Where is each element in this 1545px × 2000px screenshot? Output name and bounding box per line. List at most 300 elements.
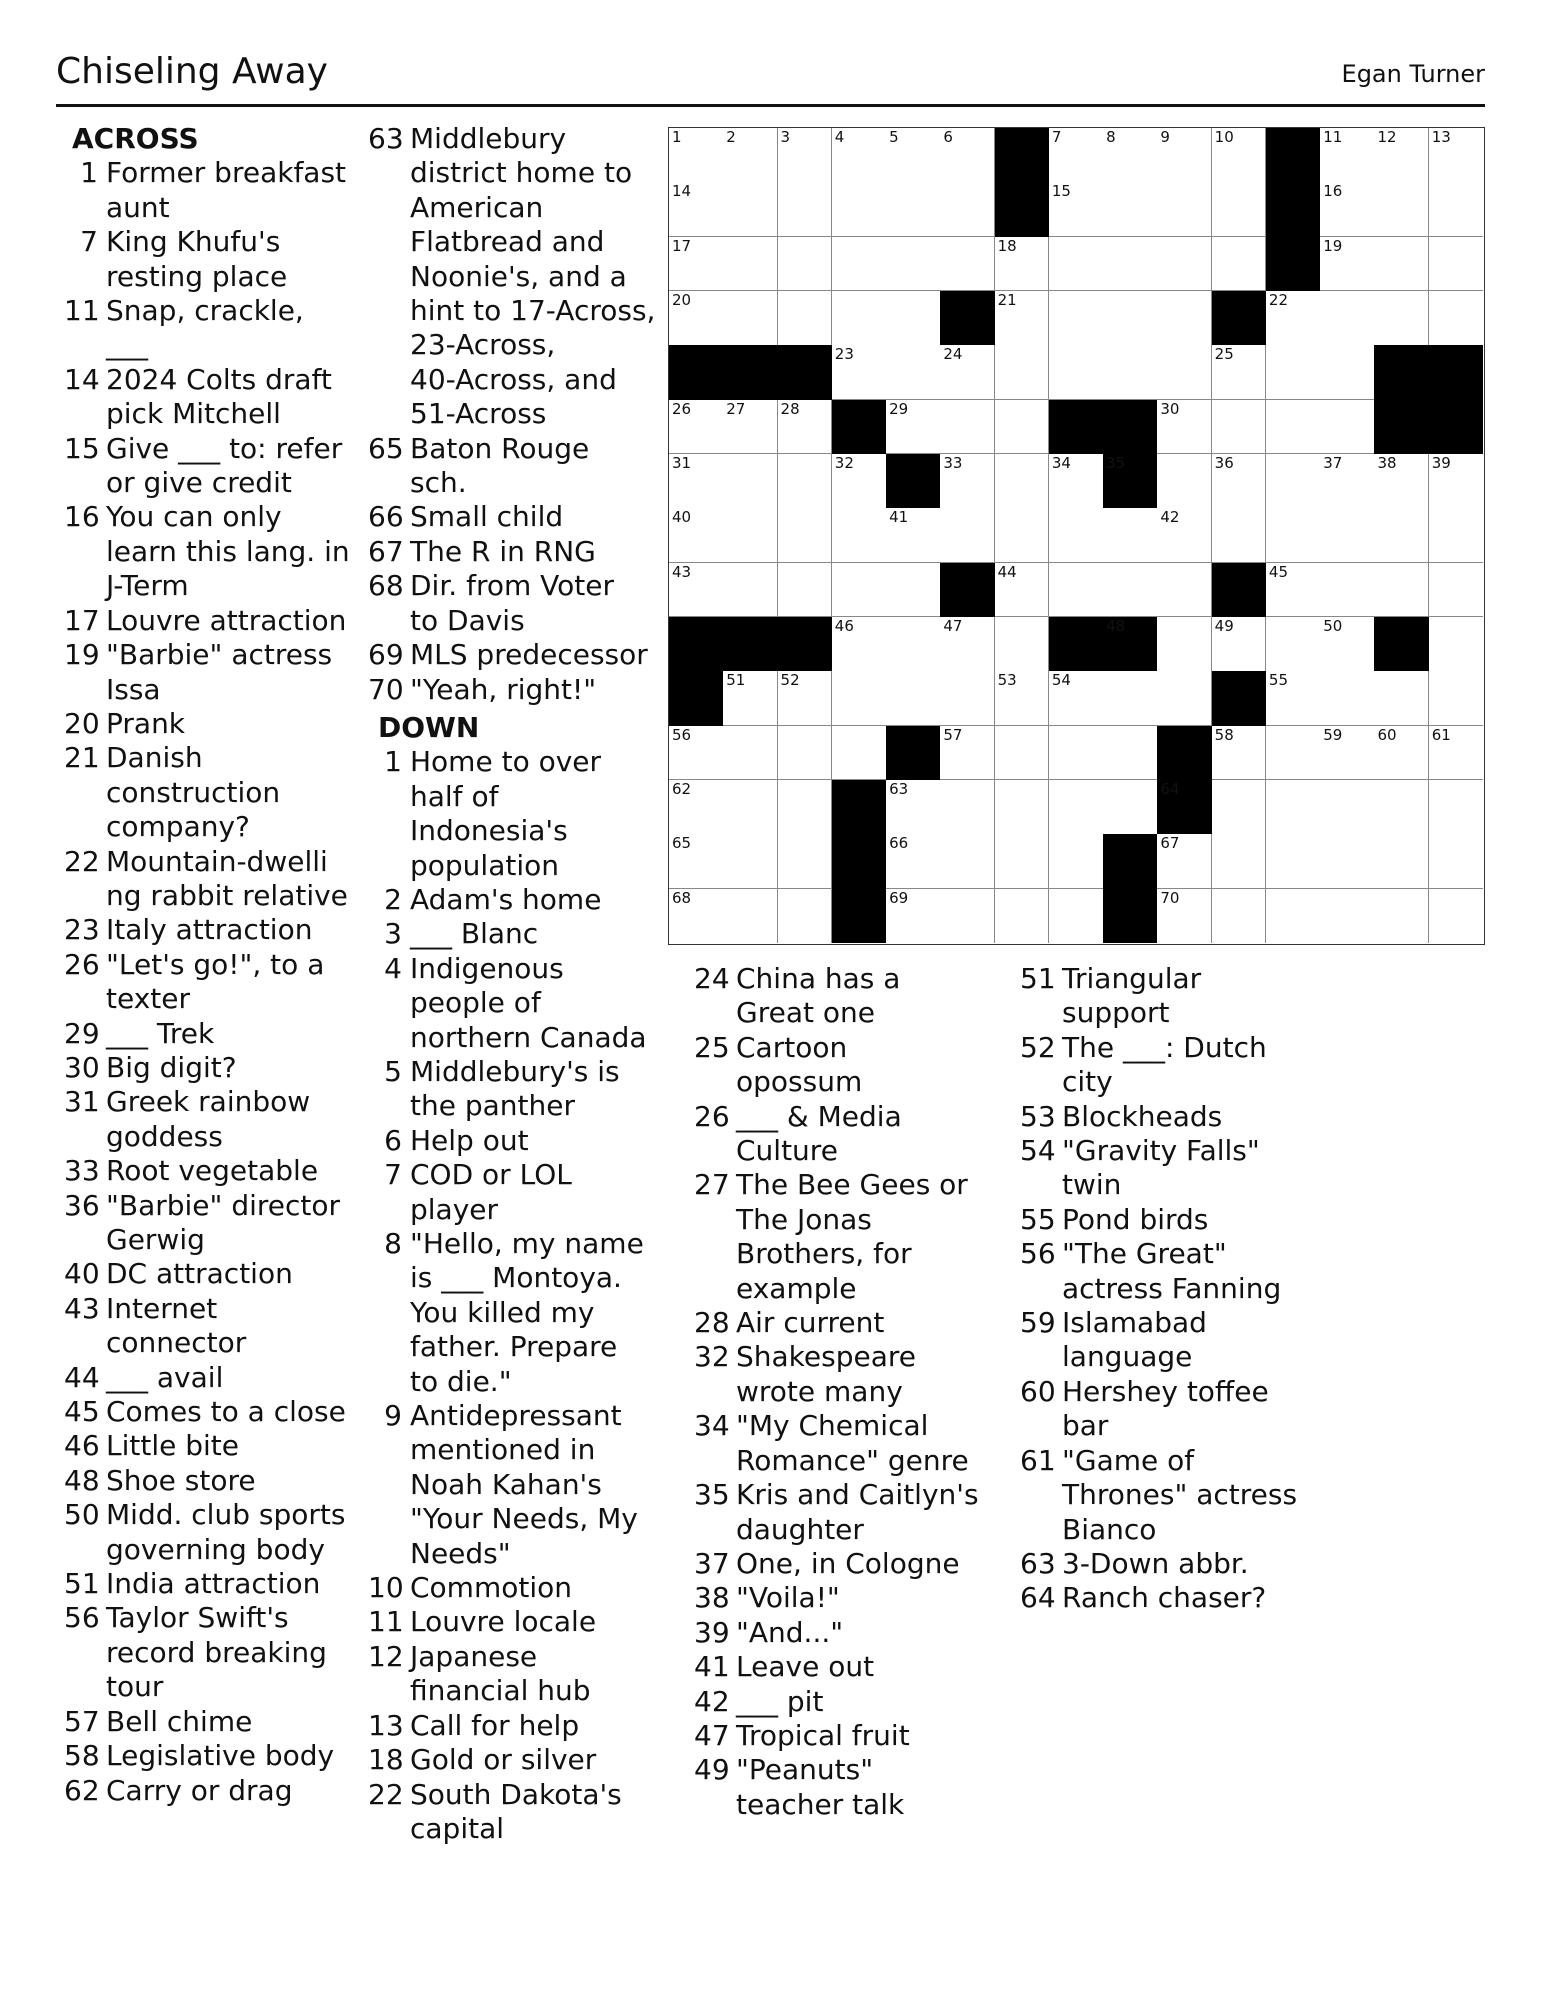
grid-cell[interactable] <box>1212 128 1267 183</box>
grid-cell[interactable] <box>1374 237 1429 292</box>
clue-number: 40 <box>64 1257 100 1291</box>
grid-cell[interactable] <box>1103 182 1158 237</box>
down-clue-3[interactable] <box>368 917 658 951</box>
grid-cell[interactable] <box>723 237 778 292</box>
down-clue-26[interactable] <box>694 1100 994 1169</box>
grid-cell[interactable] <box>1157 128 1212 183</box>
down-clue-22[interactable] <box>368 1778 658 1847</box>
down-clue-51[interactable] <box>1020 962 1340 1031</box>
grid-cell[interactable] <box>669 834 724 889</box>
clue-number: 33 <box>64 1154 100 1188</box>
grid-cell[interactable] <box>1320 400 1375 455</box>
down-clue-53[interactable] <box>1020 1100 1340 1134</box>
grid-cell[interactable] <box>1103 726 1158 781</box>
grid-cell[interactable] <box>832 617 887 672</box>
grid-cell[interactable] <box>886 237 941 292</box>
grid-cell[interactable] <box>940 454 995 509</box>
grid-cell[interactable] <box>1157 508 1212 563</box>
grid-cell[interactable] <box>886 780 941 835</box>
down-clue-27[interactable] <box>694 1168 994 1306</box>
grid-cell[interactable] <box>940 345 995 400</box>
clue-number: 52 <box>1020 1030 1056 1064</box>
author-name: Egan Turner <box>1341 60 1485 88</box>
grid-cell[interactable] <box>832 454 887 509</box>
grid-cell[interactable] <box>1266 834 1321 889</box>
down-clue-4[interactable] <box>368 952 658 1055</box>
grid-cell[interactable] <box>1049 780 1104 835</box>
down-clue-61[interactable] <box>1020 1444 1340 1547</box>
across-clue-63[interactable] <box>368 122 658 432</box>
clue-text-line: Cartoon <box>736 1030 848 1064</box>
grid-cell[interactable] <box>940 780 995 835</box>
grid-cell[interactable] <box>832 563 887 618</box>
grid-cell[interactable] <box>1157 671 1212 726</box>
across-clue-29[interactable] <box>64 1017 354 1051</box>
grid-cell[interactable] <box>723 508 778 563</box>
across-clue-67[interactable] <box>368 535 658 569</box>
down-heading: DOWN <box>378 710 480 744</box>
across-clue-68[interactable] <box>368 569 658 638</box>
across-clue-66[interactable] <box>368 500 658 534</box>
clue-number: 16 <box>64 500 100 534</box>
grid-cell[interactable] <box>1429 563 1483 618</box>
grid-cell[interactable] <box>886 400 941 455</box>
across-clue-36[interactable] <box>64 1189 354 1258</box>
grid-cell[interactable] <box>1103 563 1158 618</box>
down-clue-2[interactable] <box>368 883 658 917</box>
down-clue-18[interactable] <box>368 1743 658 1777</box>
grid-cell[interactable] <box>778 780 833 835</box>
down-clue-6[interactable] <box>368 1124 658 1158</box>
grid-cell[interactable] <box>1157 400 1212 455</box>
grid-cell[interactable] <box>995 671 1050 726</box>
grid-cell[interactable] <box>1374 128 1429 183</box>
down-clue-49[interactable] <box>694 1753 994 1822</box>
grid-cell[interactable] <box>886 508 941 563</box>
grid-cell[interactable] <box>669 889 724 943</box>
grid-cell[interactable] <box>1266 454 1321 509</box>
across-clue-46[interactable] <box>64 1429 354 1463</box>
clue-text-line: Blockheads <box>1062 1099 1223 1133</box>
down-clue-47[interactable] <box>694 1719 994 1753</box>
grid-cell[interactable] <box>669 128 724 183</box>
grid-cell[interactable] <box>669 454 724 509</box>
across-clue-11[interactable] <box>64 294 354 363</box>
grid-cell[interactable] <box>1049 726 1104 781</box>
across-clue-62[interactable] <box>64 1774 354 1808</box>
down-clue-55[interactable] <box>1020 1203 1340 1237</box>
grid-cell[interactable] <box>1429 726 1483 781</box>
down-clue-24[interactable] <box>694 962 994 1031</box>
grid-cell[interactable] <box>669 563 724 618</box>
grid-cell[interactable] <box>1374 780 1429 835</box>
grid-cell[interactable] <box>1049 508 1104 563</box>
grid-cell[interactable] <box>1320 889 1375 943</box>
across-clue-56[interactable] <box>64 1601 354 1704</box>
grid-cell[interactable] <box>1212 237 1267 292</box>
across-clue-17[interactable] <box>64 604 354 638</box>
grid-cell[interactable] <box>1374 454 1429 509</box>
grid-cell[interactable] <box>1429 508 1483 563</box>
grid-cell[interactable] <box>1320 834 1375 889</box>
grid-cell[interactable] <box>669 508 724 563</box>
grid-cell[interactable] <box>1374 889 1429 943</box>
grid-cell[interactable] <box>1157 563 1212 618</box>
grid-cell[interactable] <box>778 182 833 237</box>
grid-cell[interactable] <box>1266 671 1321 726</box>
grid-cell[interactable] <box>1266 889 1321 943</box>
down-clue-54[interactable] <box>1020 1134 1340 1203</box>
grid-cell[interactable] <box>832 128 887 183</box>
grid-cell[interactable] <box>940 726 995 781</box>
grid-cell[interactable] <box>1212 617 1267 672</box>
grid-cell[interactable] <box>1320 128 1375 183</box>
down-clue-35[interactable] <box>694 1478 994 1547</box>
across-clue-22[interactable] <box>64 845 354 914</box>
cell-number: 61 <box>1431 725 1451 744</box>
clue-number: 27 <box>694 1168 730 1202</box>
across-clue-57[interactable] <box>64 1705 354 1739</box>
grid-cell[interactable] <box>1374 563 1429 618</box>
grid-cell[interactable] <box>1157 182 1212 237</box>
down-clue-42[interactable] <box>694 1685 994 1719</box>
across-clue-15[interactable] <box>64 432 354 501</box>
clue-number: 58 <box>64 1739 100 1773</box>
grid-cell[interactable] <box>1049 671 1104 726</box>
grid-cell[interactable] <box>995 237 1050 292</box>
grid-cell[interactable] <box>1374 508 1429 563</box>
grid-cell[interactable] <box>832 237 887 292</box>
down-clue-5[interactable] <box>368 1055 658 1124</box>
grid-cell[interactable] <box>723 291 778 346</box>
grid-cell[interactable] <box>995 780 1050 835</box>
grid-cell[interactable] <box>940 889 995 943</box>
grid-cell[interactable] <box>1103 345 1158 400</box>
grid-cell[interactable] <box>995 834 1050 889</box>
down-clue-59[interactable] <box>1020 1306 1340 1375</box>
grid-cell[interactable] <box>1157 345 1212 400</box>
grid-cell[interactable] <box>778 726 833 781</box>
grid-cell[interactable] <box>723 454 778 509</box>
down-clue-34[interactable] <box>694 1409 994 1478</box>
grid-cell[interactable] <box>1266 345 1321 400</box>
down-clue-8[interactable] <box>368 1227 658 1399</box>
down-clue-9[interactable] <box>368 1399 658 1571</box>
grid-cell[interactable] <box>778 563 833 618</box>
down-clue-41[interactable] <box>694 1650 994 1684</box>
grid-cell[interactable] <box>1429 617 1483 672</box>
grid-cell[interactable] <box>1320 454 1375 509</box>
grid-cell[interactable] <box>1429 889 1483 943</box>
across-clue-20[interactable] <box>64 707 354 741</box>
down-clue-10[interactable] <box>368 1571 658 1605</box>
grid-cell[interactable] <box>940 237 995 292</box>
grid-block <box>778 345 833 400</box>
grid-cell[interactable] <box>723 182 778 237</box>
clue-text-line: Carry or drag <box>106 1773 293 1807</box>
grid-cell[interactable] <box>1320 291 1375 346</box>
clue-text-line: You can only <box>106 500 282 534</box>
grid-cell[interactable] <box>723 128 778 183</box>
down-clue-39[interactable] <box>694 1616 994 1650</box>
down-clue-56[interactable] <box>1020 1237 1340 1306</box>
grid-cell[interactable] <box>1429 671 1483 726</box>
grid-cell[interactable] <box>1049 128 1104 183</box>
grid-cell[interactable] <box>995 726 1050 781</box>
grid-cell[interactable] <box>886 563 941 618</box>
grid-cell[interactable] <box>1212 508 1267 563</box>
grid-cell[interactable] <box>778 508 833 563</box>
grid-cell[interactable] <box>669 182 724 237</box>
down-clue-60[interactable] <box>1020 1375 1340 1444</box>
down-clue-25[interactable] <box>694 1031 994 1100</box>
grid-cell[interactable] <box>778 454 833 509</box>
grid-cell[interactable] <box>1429 454 1483 509</box>
grid-cell[interactable] <box>886 834 941 889</box>
grid-cell[interactable] <box>723 726 778 781</box>
grid-cell[interactable] <box>1049 889 1104 943</box>
grid-cell[interactable] <box>778 889 833 943</box>
across-clue-48[interactable] <box>64 1464 354 1498</box>
grid-cell[interactable] <box>1266 400 1321 455</box>
down-clue-64[interactable] <box>1020 1581 1340 1615</box>
clue-number: 63 <box>1020 1546 1056 1580</box>
cell-number: 24 <box>943 345 963 364</box>
grid-cell[interactable] <box>1266 563 1321 618</box>
down-clue-63[interactable] <box>1020 1547 1340 1581</box>
grid-cell[interactable] <box>1429 182 1483 237</box>
grid-cell[interactable] <box>886 291 941 346</box>
across-clue-33[interactable] <box>64 1154 354 1188</box>
across-clue-1[interactable] <box>64 156 354 225</box>
grid-cell[interactable] <box>778 400 833 455</box>
grid-cell[interactable] <box>995 508 1050 563</box>
grid-cell[interactable] <box>1266 726 1321 781</box>
grid-cell[interactable] <box>886 889 941 943</box>
grid-cell[interactable] <box>832 671 887 726</box>
grid-cell[interactable] <box>778 671 833 726</box>
across-clue-50[interactable] <box>64 1498 354 1567</box>
grid-cell[interactable] <box>1212 345 1267 400</box>
down-clue-13[interactable] <box>368 1709 658 1743</box>
grid-cell[interactable] <box>1212 780 1267 835</box>
grid-cell[interactable] <box>1103 128 1158 183</box>
grid-cell[interactable] <box>940 508 995 563</box>
grid-cell[interactable] <box>778 128 833 183</box>
grid-cell[interactable] <box>778 834 833 889</box>
grid-cell[interactable] <box>1157 291 1212 346</box>
grid-cell[interactable] <box>1429 834 1483 889</box>
clue-text-line: Help out <box>410 1123 529 1157</box>
clue-text-line: construction <box>106 775 281 809</box>
grid-cell[interactable] <box>1374 182 1429 237</box>
down-clue-12[interactable] <box>368 1640 658 1709</box>
across-clue-51[interactable] <box>64 1567 354 1601</box>
grid-cell[interactable] <box>1320 617 1375 672</box>
cell-number: 39 <box>1431 454 1451 472</box>
down-clue-37[interactable] <box>694 1547 994 1581</box>
clue-text-line: Great one <box>736 996 875 1030</box>
down-clue-38[interactable] <box>694 1581 994 1615</box>
clue-text-line: twin <box>1062 1168 1122 1202</box>
grid-cell[interactable] <box>1157 834 1212 889</box>
grid-cell[interactable] <box>723 889 778 943</box>
across-clue-43[interactable] <box>64 1292 354 1361</box>
grid-cell[interactable] <box>832 291 887 346</box>
grid-cell[interactable] <box>940 128 995 183</box>
grid-cell[interactable] <box>886 345 941 400</box>
clue-number: 22 <box>64 844 100 878</box>
grid-cell[interactable] <box>886 128 941 183</box>
across-clue-69[interactable] <box>368 638 658 672</box>
grid-cell[interactable] <box>1049 182 1104 237</box>
clue-text-line: Romance" genre <box>736 1443 969 1477</box>
down-clue-52[interactable] <box>1020 1031 1340 1100</box>
grid-cell[interactable] <box>995 345 1050 400</box>
grid-cell[interactable] <box>1320 780 1375 835</box>
clue-text-line: Legislative body <box>106 1739 335 1773</box>
grid-cell[interactable] <box>940 400 995 455</box>
across-clue-45[interactable] <box>64 1395 354 1429</box>
grid-cell[interactable] <box>1049 454 1104 509</box>
grid-cell[interactable] <box>1103 671 1158 726</box>
clue-number: 70 <box>368 672 404 706</box>
grid-cell[interactable] <box>995 889 1050 943</box>
grid-cell[interactable] <box>995 291 1050 346</box>
grid-cell[interactable] <box>669 291 724 346</box>
grid-cell[interactable] <box>1320 563 1375 618</box>
clue-text-line: King Khufu's <box>106 225 281 259</box>
grid-cell[interactable] <box>995 454 1050 509</box>
down-clue-11[interactable] <box>368 1605 658 1639</box>
grid-cell[interactable] <box>832 726 887 781</box>
clue-text-line: Kris and Caitlyn's <box>736 1478 979 1512</box>
grid-cell[interactable] <box>723 671 778 726</box>
clue-number: 10 <box>368 1571 404 1605</box>
grid-cell[interactable] <box>1320 671 1375 726</box>
down-clue-28[interactable] <box>694 1306 994 1340</box>
grid-cell[interactable] <box>995 563 1050 618</box>
grid-cell[interactable] <box>1212 182 1267 237</box>
across-clue-70[interactable] <box>368 673 658 707</box>
grid-cell[interactable] <box>1157 617 1212 672</box>
grid-cell[interactable] <box>1103 508 1158 563</box>
grid-cell[interactable] <box>723 563 778 618</box>
cell-number: 40 <box>672 508 692 527</box>
grid-cell[interactable] <box>778 291 833 346</box>
across-clue-16[interactable] <box>64 500 354 603</box>
grid-cell[interactable] <box>669 237 724 292</box>
grid-cell[interactable] <box>1103 291 1158 346</box>
down-clue-32[interactable] <box>694 1340 994 1409</box>
grid-cell[interactable] <box>1374 291 1429 346</box>
across-clue-21[interactable] <box>64 741 354 844</box>
grid-cell[interactable] <box>1266 780 1321 835</box>
clue-number: 38 <box>694 1581 730 1615</box>
grid-cell[interactable] <box>995 400 1050 455</box>
across-clue-26[interactable] <box>64 948 354 1017</box>
grid-cell[interactable] <box>1157 889 1212 943</box>
grid-cell[interactable] <box>669 726 724 781</box>
grid-cell[interactable] <box>1103 780 1158 835</box>
grid-cell[interactable] <box>1320 508 1375 563</box>
cell-number: 58 <box>1214 725 1234 744</box>
grid-cell[interactable] <box>1320 726 1375 781</box>
clue-text-line: Gerwig <box>106 1223 205 1256</box>
grid-cell[interactable] <box>995 617 1050 672</box>
across-clue-40[interactable] <box>64 1257 354 1291</box>
down-clue-1[interactable] <box>368 745 658 883</box>
across-clue-14[interactable] <box>64 363 354 432</box>
grid-cell[interactable] <box>940 617 995 672</box>
across-clue-23[interactable] <box>64 913 354 947</box>
grid-cell[interactable] <box>669 400 724 455</box>
across-clue-7[interactable] <box>64 225 354 294</box>
grid-cell[interactable] <box>1374 671 1429 726</box>
grid-cell[interactable] <box>1049 237 1104 292</box>
across-clue-19[interactable] <box>64 638 354 707</box>
grid-cell[interactable] <box>669 780 724 835</box>
grid-cell[interactable] <box>1374 726 1429 781</box>
grid-block <box>1157 780 1212 835</box>
across-clue-31[interactable] <box>64 1085 354 1154</box>
grid-cell[interactable] <box>886 671 941 726</box>
grid-cell[interactable] <box>1266 617 1321 672</box>
grid-cell[interactable] <box>1429 291 1483 346</box>
grid-cell[interactable] <box>940 671 995 726</box>
grid-cell[interactable] <box>886 617 941 672</box>
grid-cell[interactable] <box>832 182 887 237</box>
grid-cell[interactable] <box>1266 291 1321 346</box>
grid-cell[interactable] <box>1429 237 1483 292</box>
down-clue-7[interactable] <box>368 1158 658 1227</box>
grid-cell[interactable] <box>1049 345 1104 400</box>
grid-cell[interactable] <box>1429 780 1483 835</box>
grid-cell[interactable] <box>1049 291 1104 346</box>
grid-cell[interactable] <box>1157 237 1212 292</box>
grid-cell[interactable] <box>723 400 778 455</box>
grid-cell[interactable] <box>1157 454 1212 509</box>
grid-cell[interactable] <box>1320 182 1375 237</box>
grid-cell[interactable] <box>832 508 887 563</box>
across-clue-58[interactable] <box>64 1739 354 1773</box>
grid-cell[interactable] <box>1212 726 1267 781</box>
across-clue-44[interactable] <box>64 1361 354 1395</box>
grid-cell[interactable] <box>1212 889 1267 943</box>
grid-cell[interactable] <box>1320 237 1375 292</box>
grid-cell[interactable] <box>886 182 941 237</box>
grid-cell[interactable] <box>1049 563 1104 618</box>
grid-cell[interactable] <box>1429 128 1483 183</box>
grid-cell[interactable] <box>778 237 833 292</box>
grid-cell[interactable] <box>832 345 887 400</box>
grid-cell[interactable] <box>1212 454 1267 509</box>
across-clue-30[interactable] <box>64 1051 354 1085</box>
grid-cell[interactable] <box>1103 237 1158 292</box>
grid-cell[interactable] <box>1212 834 1267 889</box>
grid-cell[interactable] <box>940 182 995 237</box>
grid-cell[interactable] <box>1374 834 1429 889</box>
grid-cell[interactable] <box>1049 834 1104 889</box>
grid-cell[interactable] <box>723 834 778 889</box>
grid-cell[interactable] <box>940 834 995 889</box>
grid-cell[interactable] <box>1266 508 1321 563</box>
grid-cell[interactable] <box>1212 400 1267 455</box>
across-clue-65[interactable] <box>368 432 658 501</box>
grid-cell[interactable] <box>1320 345 1375 400</box>
clue-text-line: Adam's home <box>410 882 602 916</box>
grid-cell[interactable] <box>723 780 778 835</box>
